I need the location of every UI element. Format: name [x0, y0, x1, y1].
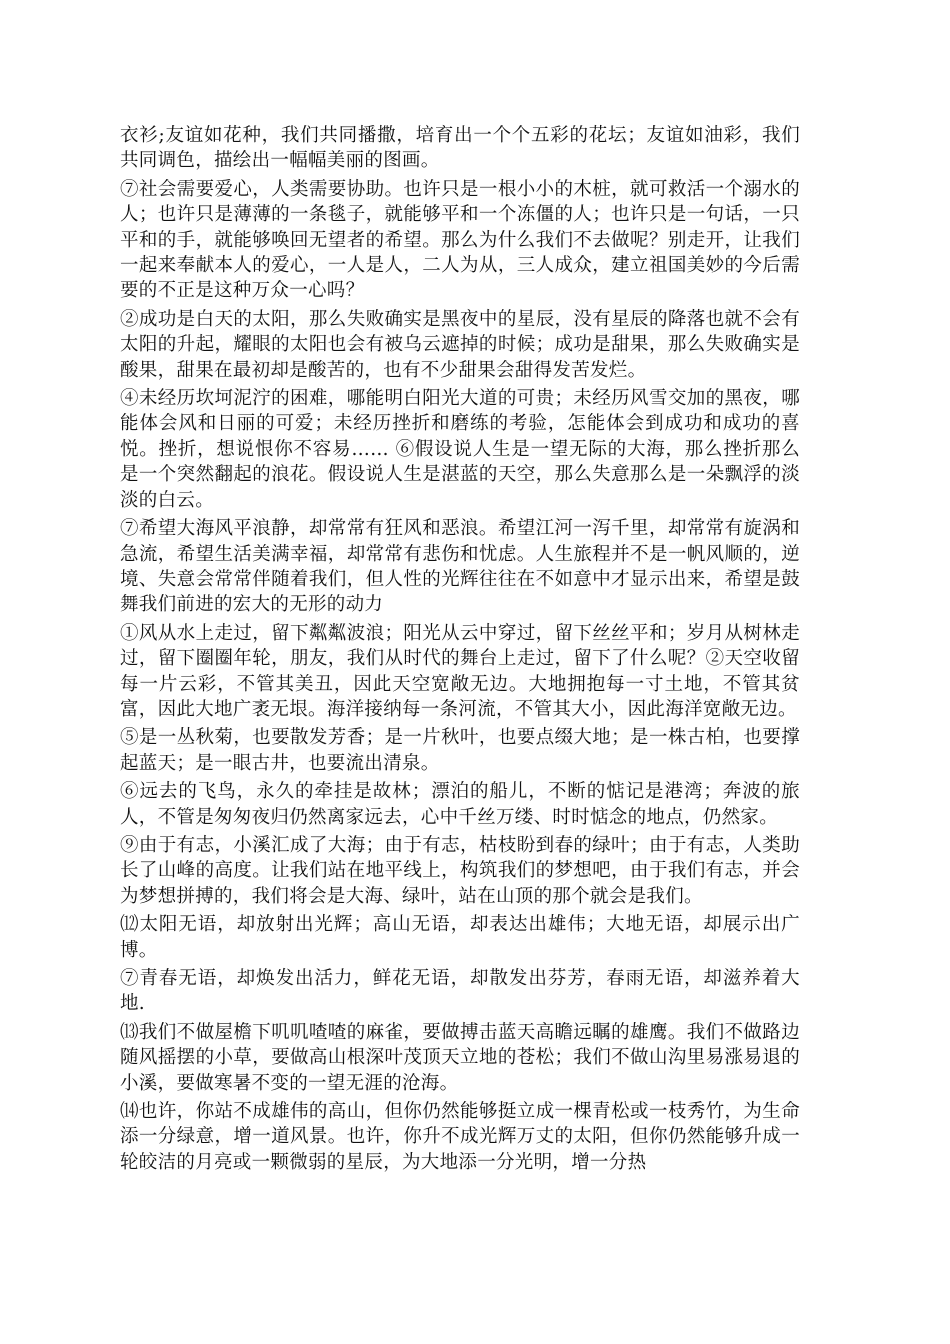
paragraph-4: ④未经历坎坷泥泞的困难，哪能明白阳光大道的可贵；未经历风雪交加的黑夜，哪能体会风和日丽的可爱；未经历挫折和磨练的考验，怎能体会到成功和成功的喜悦。挫折，想说恨你不容易…… ⑥假设说人生是一望无际的大海，那么挫折那么是一个突然翻起的浪花。假设说人生是湛蓝的天空，那么失意那么是一朵飘浮的淡淡的白云。 [120, 388, 800, 511]
paragraph-6: ①风从水上走过，留下粼粼波浪；阳光从云中穿过，留下丝丝平和；岁月从树林走过，留下圈圈年轮，朋友，我们从时代的舞台上走过，留下了什么呢？②天空收留每一片云彩，不管其美丑，因此天空宽敞无边。大地拥抱每一寸土地，不管其贫富，因此大地广袤无垠。海洋接纳每一条河流，不管其大小，因此海洋宽敞无边。 [120, 622, 800, 720]
paragraph-12: ⒀我们不做屋檐下叽叽喳喳的麻雀，要做搏击蓝天高瞻远瞩的雄鹰。我们不做路边随风摇摆的小草，要做高山根深叶茂顶天立地的苍松；我们不做山沟里易涨易退的小溪，要做寒暑不变的一望无涯的沧海。 [120, 1021, 800, 1094]
paragraph-10: ⑿太阳无语，却放射出光辉；高山无语，却表达出雄伟；大地无语，却展示出广博。 [120, 914, 800, 961]
paragraph-11: ⑦青春无语，却焕发出活力，鲜花无语，却散发出芬芳，春雨无语，却滋养着大地. [120, 968, 800, 1015]
paragraph-7: ⑤是一丛秋菊，也要散发芳香；是一片秋叶，也要点缀大地；是一株古柏，也要撑起蓝天；是一眼古井，也要流出清泉。 [120, 727, 800, 774]
paragraph-9: ⑨由于有志，小溪汇成了大海；由于有志，枯枝盼到春的绿叶；由于有志，人类助长了山峰的高度。让我们站在地平线上，构筑我们的梦想吧，由于我们有志，并会为梦想拼搏的，我们将会是大海、绿叶，站在山顶的那个就会是我们。 [120, 834, 800, 907]
paragraph-2: ⑦社会需要爱心，人类需要协助。也许只是一根小小的木桩，就可救活一个溺水的人；也许只是薄薄的一条毯子，就能够平和一个冻僵的人；也许只是一句话，一只平和的手，就能够唤回无望者的希望。那么为什么我们不去做呢？别走开，让我们一起来奉献本人的爱心，一人是人，二人为从，三人成众，建立祖国美妙的今后需要的不正是这种万众一心吗？ [120, 178, 800, 302]
document-body [120, 123, 800, 1178]
paragraph-1: 衣衫;友谊如花种，我们共同播撒，培育出一个个五彩的花坛；友谊如油彩，我们共同调色，描绘出一幅幅美丽的图画。 [120, 125, 800, 172]
paragraph-5: ⑦希望大海风平浪静，却常常有狂风和恶浪。希望江河一泻千里，却常常有旋涡和急流，希望生活美满幸福，却常常有悲伤和忧虑。人生旅程并不是一帆风顺的，逆境、失意会常常伴随着我们，但人性的光辉往往在不如意中才显示出来，希望是鼓舞我们前进的宏大的无形的动力 [120, 518, 800, 616]
paragraph-3: ②成功是白天的太阳，那么失败确实是黑夜中的星辰，没有星辰的降落也就不会有太阳的升起，耀眼的太阳也会有被乌云遮掉的时候；成功是甜果，那么失败确实是酸果，甜果在最初却是酸苦的，也有不少甜果会甜得发苦发烂。 [120, 308, 800, 381]
paragraph-8: ⑥远去的飞鸟，永久的牵挂是故林；漂泊的船儿，不断的惦记是港湾；奔波的旅人，不管是匆匆夜归仍然离家远去，心中千丝万缕、时时惦念的地点，仍然家。 [120, 781, 800, 828]
paragraph-13: ⒁也许，你站不成雄伟的高山，但你仍然能够挺立成一棵青松或一枝秀竹，为生命添一分绿意，增一道风景。也许，你升不成光辉万丈的太阳，但你仍然能够升成一轮皎洁的月亮或一颗微弱的星辰，为大地添一分光明，增一分热 [120, 1101, 800, 1173]
